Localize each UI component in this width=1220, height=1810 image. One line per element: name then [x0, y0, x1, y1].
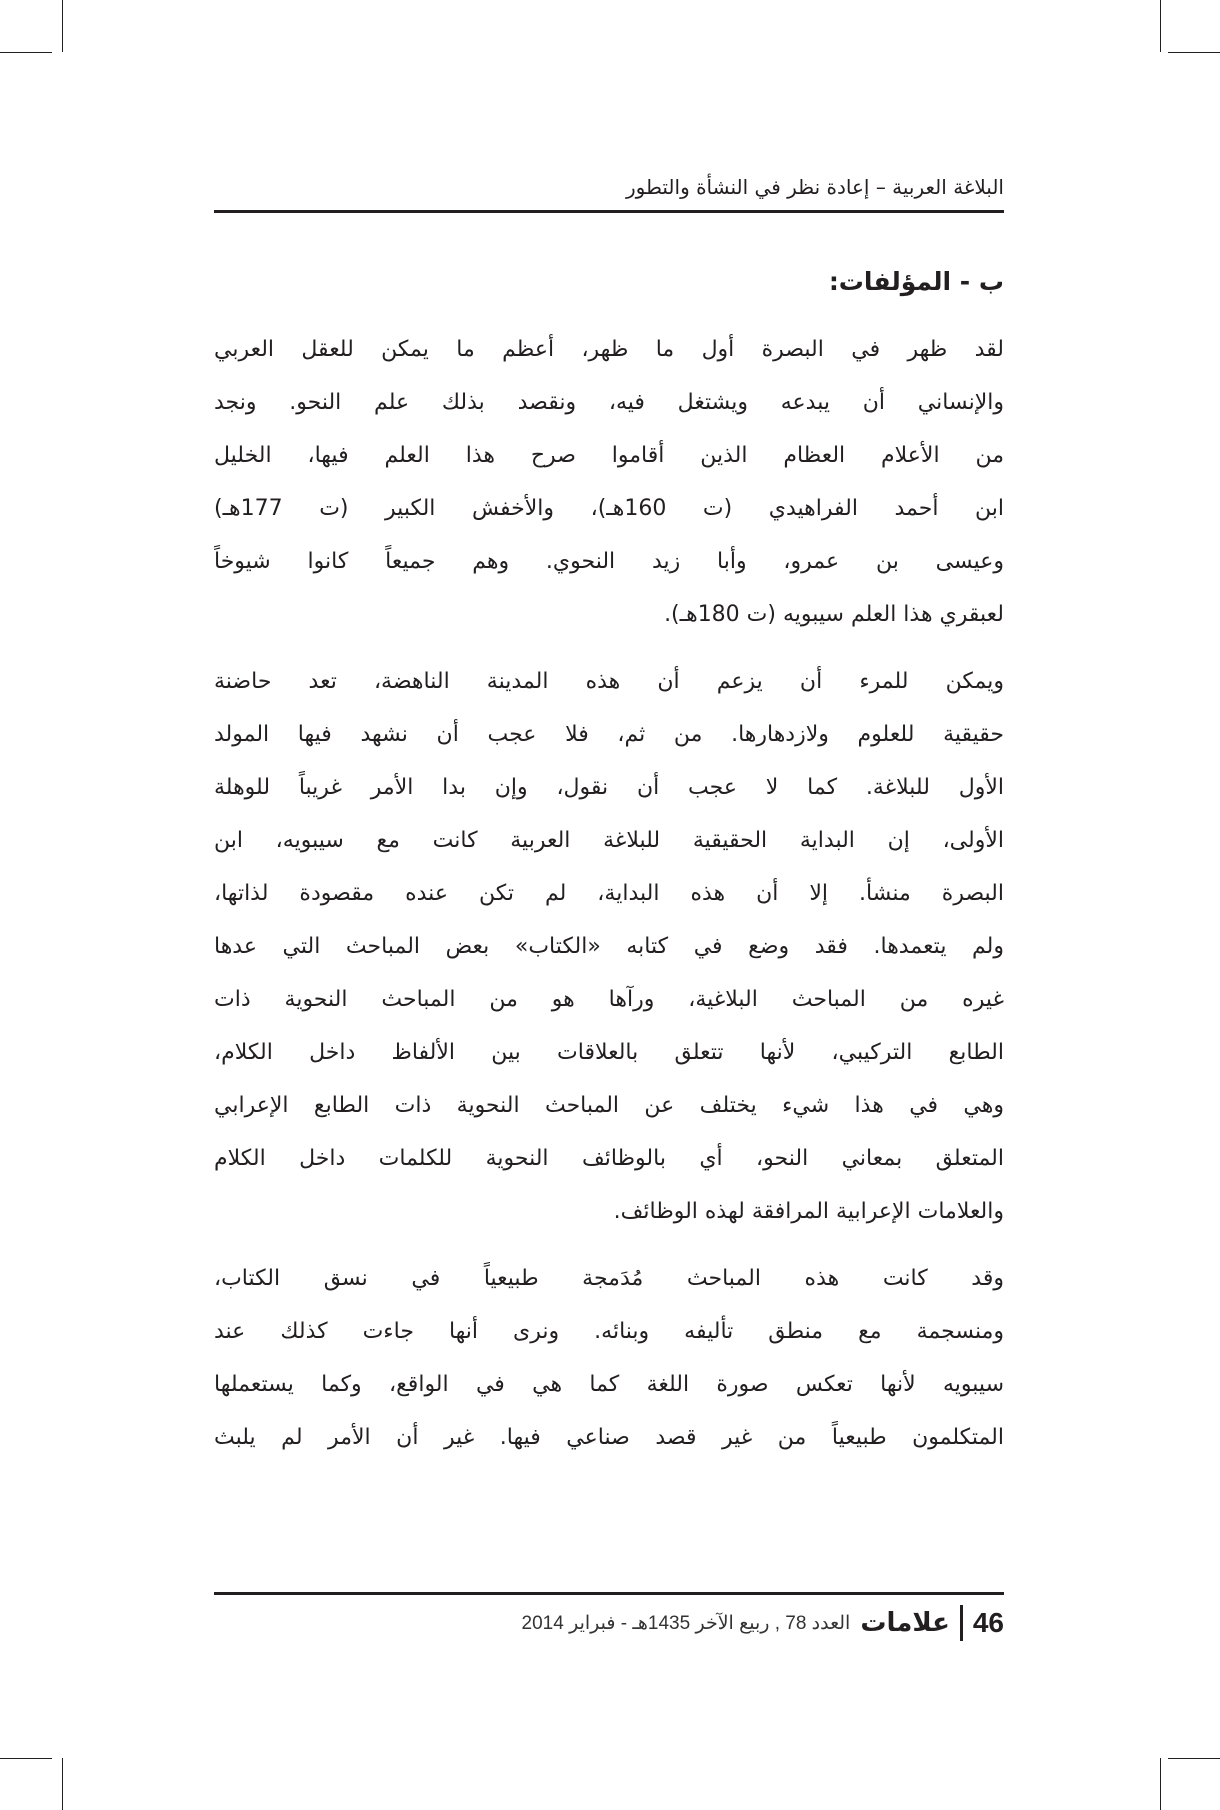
header-divider — [214, 210, 1004, 213]
section-heading: ب - المؤلفات: — [828, 267, 1004, 296]
text-line: ولم يتعمدها. فقد وضع في كتابه «الكتاب» بعض المباحث التي عدها — [214, 934, 1004, 959]
text-line: الأول للبلاغة. كما لا عجب أن نقول، وإن بدا الأمر غريباً للوهلة — [214, 775, 1004, 800]
paragraph — [214, 655, 1004, 1238]
text-line: حقيقية للعلوم ولازدهارها. من ثم، فلا عجب أن نشهد فيها المولد — [214, 722, 1004, 747]
text-line: البصرة منشأ. إلا أن هذه البداية، لم تكن عنده مقصودة لذاتها، — [214, 881, 1004, 906]
text-line: والإنساني أن يبدعه ويشتغل فيه، ونقصد بذلك علم النحو. ونجد — [214, 390, 1004, 415]
text-line: من الأعلام العظام الذين أقاموا صرح هذا العلم فيها، الخليل — [214, 443, 1004, 468]
text-line: والعلامات الإعرابية المرافقة لهذه الوظائف. — [613, 1199, 1004, 1224]
page-footer — [214, 1600, 1004, 1646]
journal-logo: علامات — [860, 1608, 950, 1638]
text-line: الأولى، إن البداية الحقيقية للبلاغة العربية كانت مع سيبويه، ابن — [214, 828, 1004, 853]
text-line: وهي في هذا شيء يختلف عن المباحث النحوية ذات الطابع الإعرابي — [214, 1093, 1004, 1118]
text-line: وعيسى بن عمرو، وأبا زيد النحوي. وهم جميعاً كانوا شيوخاً — [214, 549, 1004, 574]
paragraph — [214, 1252, 1004, 1464]
crop-mark — [1160, 0, 1161, 52]
crop-mark — [62, 0, 63, 52]
text-line: وقد كانت هذه المباحث مُدَمجة طبيعياً في نسق الكتاب، — [214, 1266, 1004, 1291]
footer-divider — [214, 1592, 1004, 1595]
paragraph — [214, 323, 1004, 641]
text-line: لعبقري هذا العلم سيبويه (ت 180هـ). — [664, 602, 1004, 627]
text-line: المتكلمون طبيعياً من غير قصد صناعي فيها. غير أن الأمر لم يلبث — [214, 1425, 1004, 1450]
crop-mark — [1168, 1758, 1220, 1759]
issue-info: العدد 78 , ربيع الآخر 1435هـ - فبراير 2014 — [521, 1612, 851, 1634]
text-line: ابن أحمد الفراهيدي (ت 160هـ)، والأخفش الكبير (ت 177هـ) — [214, 496, 1004, 521]
footer-separator — [960, 1605, 963, 1641]
text-line: ومنسجمة مع منطق تأليفه وبنائه. ونرى أنها جاءت كذلك عند — [214, 1319, 1004, 1344]
text-line: المتعلق بمعاني النحو، أي بالوظائف النحوية للكلمات داخل الكلام — [214, 1146, 1004, 1171]
body-text — [214, 323, 1004, 1464]
crop-mark — [0, 52, 52, 53]
crop-mark — [1160, 1758, 1161, 1810]
text-line: لقد ظهر في البصرة أول ما ظهر، أعظم ما يمكن للعقل العربي — [214, 337, 1004, 362]
text-line: الطابع التركيبي، لأنها تتعلق بالعلاقات بين الألفاظ داخل الكلام، — [214, 1040, 1004, 1065]
crop-mark — [1168, 52, 1220, 53]
text-line: ويمكن للمرء أن يزعم أن هذه المدينة الناهضة، تعد حاضنة — [214, 669, 1004, 694]
text-line: غيره من المباحث البلاغية، ورآها هو من المباحث النحوية ذات — [214, 987, 1004, 1012]
crop-mark — [62, 1758, 63, 1810]
crop-mark — [0, 1758, 52, 1759]
running-header: البلاغة العربية – إعادة نظر في النشأة والتطور — [625, 175, 1004, 199]
text-line: سيبويه لأنها تعكس صورة اللغة كما هي في الواقع، وكما يستعملها — [214, 1372, 1004, 1397]
page-number: 46 — [972, 1607, 1004, 1638]
